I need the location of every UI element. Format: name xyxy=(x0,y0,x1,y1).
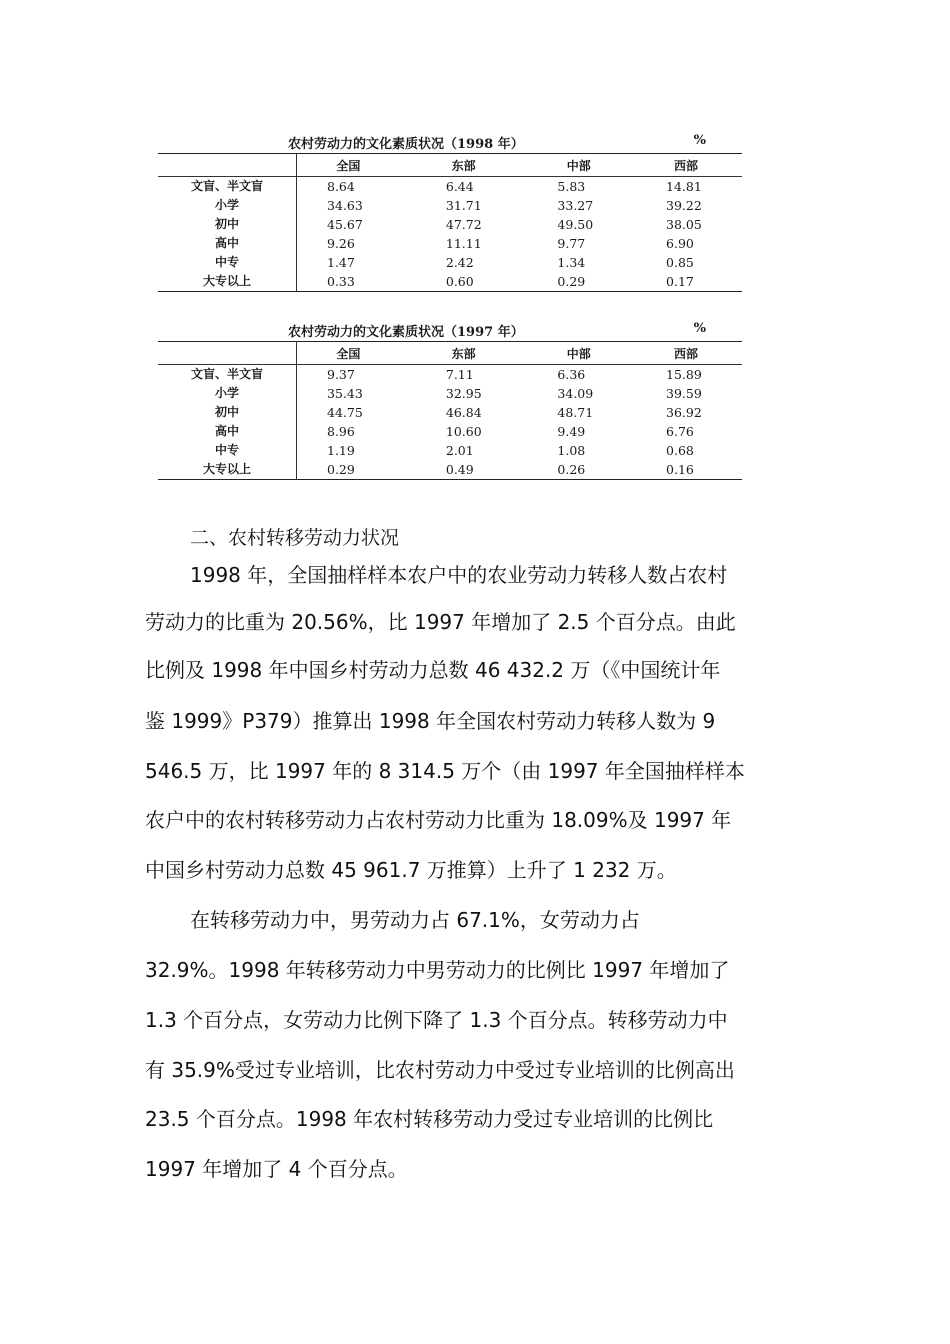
table-cell: 34.63 xyxy=(327,198,363,213)
column-header: 中部 xyxy=(527,154,630,177)
column-header: 中部 xyxy=(527,342,630,365)
table-cell: 0.17 xyxy=(666,274,694,289)
column-header: 全国 xyxy=(297,342,400,365)
table-cell: 34.09 xyxy=(557,386,594,401)
paragraph-line: 中国乡村劳动力总数 45 961.7 万推算）上升了 1 232 万。 xyxy=(145,858,677,882)
table-cell: 46.84 xyxy=(445,405,482,420)
table-1997-block xyxy=(158,319,742,480)
table-row xyxy=(158,177,742,197)
table-cell: 7.11 xyxy=(445,367,474,382)
column-header: 西部 xyxy=(630,154,742,177)
table-cell: 1.19 xyxy=(327,443,355,458)
table-cell: 1.08 xyxy=(557,443,586,458)
table-row xyxy=(158,253,742,272)
table-cell: 5.83 xyxy=(557,179,586,194)
row-label: 大专以上 xyxy=(158,272,297,292)
table-cell: 0.85 xyxy=(666,255,694,270)
column-header: 东部 xyxy=(400,154,528,177)
table-header-row xyxy=(158,154,742,177)
table-row xyxy=(158,460,742,480)
column-header: 西部 xyxy=(630,342,742,365)
paragraph-line: 劳动力的比重为 20.56%，比 1997 年增加了 2.5 个百分点。由此 xyxy=(145,610,736,634)
row-label: 文盲、半文盲 xyxy=(158,365,297,385)
column-header: 全国 xyxy=(297,154,400,177)
table-cell: 0.16 xyxy=(666,462,694,477)
table-1997-unit: % xyxy=(693,321,706,336)
row-header-blank xyxy=(158,154,297,177)
table-row xyxy=(158,365,742,385)
row-label: 初中 xyxy=(158,215,297,234)
row-label: 大专以上 xyxy=(158,460,297,480)
row-label: 小学 xyxy=(158,384,297,403)
table-cell: 10.60 xyxy=(445,424,482,439)
table-cell: 6.36 xyxy=(557,367,586,382)
row-label: 文盲、半文盲 xyxy=(158,177,297,197)
paragraph-line: 546.5 万，比 1997 年的 8 314.5 万个（由 1997 年全国抽样样本 xyxy=(145,759,745,783)
table-cell: 35.43 xyxy=(327,386,363,401)
paragraph-line: 1.3 个百分点，女劳动力比例下降了 1.3 个百分点。转移劳动力中 xyxy=(145,1008,728,1032)
table-cell: 9.37 xyxy=(327,367,355,382)
table-cell: 2.01 xyxy=(445,443,474,458)
table-cell: 15.89 xyxy=(666,367,702,382)
table-1998-unit: % xyxy=(693,133,706,148)
paragraph-line: 1997 年增加了 4 个百分点。 xyxy=(145,1157,408,1181)
table-1998-block xyxy=(158,131,742,292)
table-cell: 14.81 xyxy=(666,179,702,194)
table-cell: 39.22 xyxy=(666,198,702,213)
table-cell: 45.67 xyxy=(327,217,363,232)
table-1997-caption xyxy=(158,319,742,341)
column-header: 东部 xyxy=(400,342,528,365)
table-1998-caption xyxy=(158,131,742,153)
table-cell: 44.75 xyxy=(327,405,363,420)
table-cell: 33.27 xyxy=(557,198,594,213)
row-label: 中专 xyxy=(158,253,297,272)
table-cell: 9.26 xyxy=(327,236,355,251)
paragraph-line: 农户中的农村转移劳动力占农村劳动力比重为 18.09%及 1997 年 xyxy=(145,808,732,832)
table-cell: 31.71 xyxy=(445,198,482,213)
table-cell: 1.34 xyxy=(557,255,586,270)
table-cell: 8.96 xyxy=(327,424,355,439)
table-row xyxy=(158,403,742,422)
table-cell: 39.59 xyxy=(666,386,702,401)
table-row xyxy=(158,272,742,292)
table-cell: 6.76 xyxy=(666,424,694,439)
table-cell: 0.26 xyxy=(557,462,586,477)
paragraph-line: 鉴 1999》P379）推算出 1998 年全国农村劳动力转移人数为 9 xyxy=(145,709,716,733)
table-cell: 38.05 xyxy=(666,217,702,232)
table-cell: 2.42 xyxy=(445,255,474,270)
row-label: 高中 xyxy=(158,422,297,441)
table-1997 xyxy=(158,341,742,480)
row-header-blank xyxy=(158,342,297,365)
table-cell: 9.49 xyxy=(557,424,586,439)
table-1998 xyxy=(158,153,742,292)
table-1998-title: 农村劳动力的文化素质状况（1998 年） xyxy=(288,137,524,152)
table-row xyxy=(158,215,742,234)
table-cell: 47.72 xyxy=(445,217,482,232)
table-cell: 49.50 xyxy=(557,217,594,232)
table-cell: 0.33 xyxy=(327,274,355,289)
paragraph-line: 有 35.9%受过专业培训，比农村劳动力中受过专业培训的比例高出 xyxy=(145,1058,735,1082)
table-cell: 0.29 xyxy=(327,462,355,477)
table-row xyxy=(158,196,742,215)
row-label: 小学 xyxy=(158,196,297,215)
table-1997-title: 农村劳动力的文化素质状况（1997 年） xyxy=(288,325,524,340)
section-heading: 二、农村转移劳动力状况 xyxy=(190,527,400,549)
table-cell: 6.90 xyxy=(666,236,694,251)
row-label: 中专 xyxy=(158,441,297,460)
row-label: 初中 xyxy=(158,403,297,422)
table-cell: 0.29 xyxy=(557,274,586,289)
table-cell: 36.92 xyxy=(666,405,702,420)
table-row xyxy=(158,441,742,460)
paragraph-line: 在转移劳动力中，男劳动力占 67.1%，女劳动力占 xyxy=(190,908,640,932)
table-cell: 6.44 xyxy=(445,179,474,194)
table-cell: 11.11 xyxy=(445,236,482,251)
table-row xyxy=(158,384,742,403)
table-cell: 8.64 xyxy=(327,179,355,194)
table-cell: 0.68 xyxy=(666,443,694,458)
row-label: 高中 xyxy=(158,234,297,253)
table-cell: 0.49 xyxy=(445,462,474,477)
table-cell: 0.60 xyxy=(445,274,474,289)
table-row xyxy=(158,234,742,253)
table-cell: 1.47 xyxy=(327,255,355,270)
table-cell: 9.77 xyxy=(557,236,586,251)
table-row xyxy=(158,422,742,441)
paragraph-line: 32.9%。1998 年转移劳动力中男劳动力的比例比 1997 年增加了 xyxy=(145,958,730,982)
table-cell: 48.71 xyxy=(557,405,594,420)
paragraph-line: 比例及 1998 年中国乡村劳动力总数 46 432.2 万（《中国统计年 xyxy=(145,658,721,682)
table-header-row xyxy=(158,342,742,365)
paragraph-line: 23.5 个百分点。1998 年农村转移劳动力受过专业培训的比例比 xyxy=(145,1107,714,1131)
paragraph-line: 1998 年，全国抽样样本农户中的农业劳动力转移人数占农村 xyxy=(190,563,728,587)
table-cell: 32.95 xyxy=(445,386,482,401)
